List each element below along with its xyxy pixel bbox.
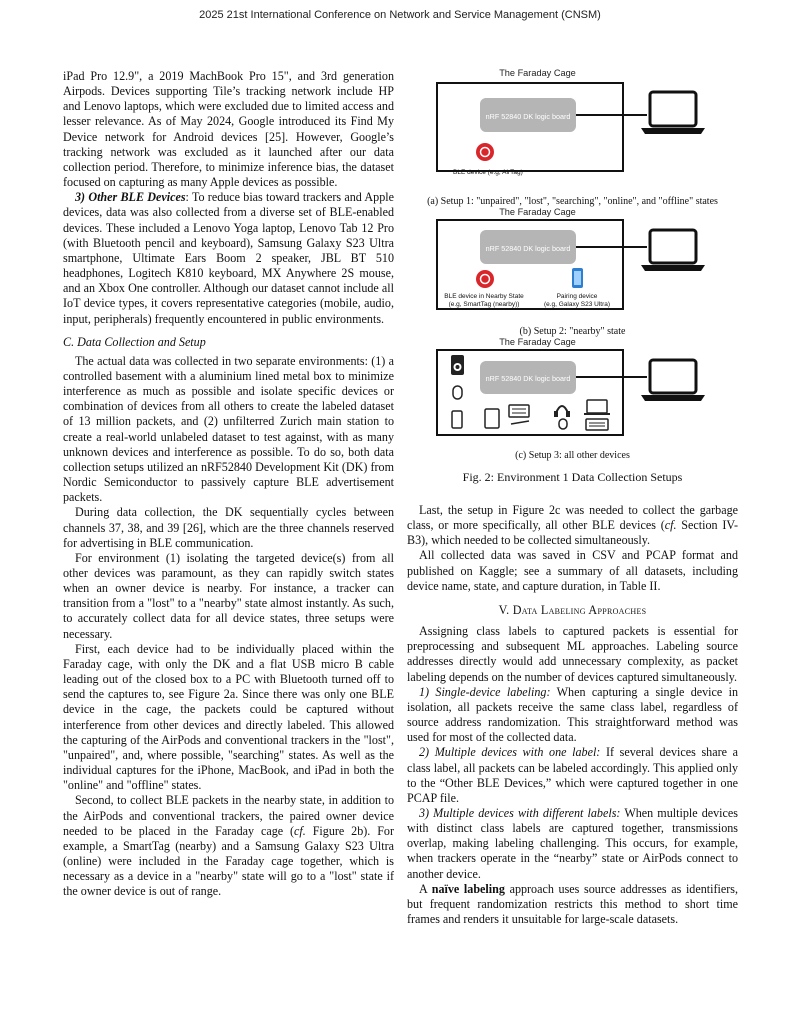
device-label: (e.g, SmartTag (nearby))	[448, 301, 520, 308]
setup-2-diagram	[407, 217, 738, 315]
section-heading: V. Data Labeling Approaches	[498, 602, 647, 617]
paragraph	[407, 806, 738, 882]
pencil-icon	[511, 421, 529, 424]
phone-icon	[452, 411, 462, 428]
right-column	[407, 503, 738, 927]
board-label: nRF 52840 DK logic board	[485, 112, 571, 121]
paragraph-text: Section IV-B3), which needed to be collected simultaneously.	[407, 518, 739, 548]
device-label: BLE device in Nearby State	[444, 293, 524, 300]
cage-title: The Faraday Cage	[499, 337, 576, 347]
paragraph	[407, 685, 738, 746]
paragraph-text: Last, the setup in Figure 2c was needed to collect the garbage class, or more specifically, all other BLE devices (	[407, 503, 738, 533]
tablet-icon	[485, 409, 499, 428]
paragraph: For environment (1) isolating the targeted device(s) from all other devices was paramount, as they can rapidly switch states when an owner device is nearby. For instance, a tracker can transition from a "lost" to a "nearby" state almost instantly. As such, to accurately collect data for all device states, three setups were necessary.	[63, 550, 394, 641]
figure-2	[407, 68, 738, 485]
subfigure-caption-b: (b) Setup 2: "nearby" state	[519, 326, 626, 337]
setup-1-diagram	[407, 78, 738, 178]
cf-abbrev: cf.	[294, 823, 306, 838]
mouse-icon	[559, 419, 567, 429]
paragraph-text: A	[419, 881, 432, 896]
paragraph	[63, 793, 394, 899]
paragraph-text: approach uses source addresses as identifiers, but frequent randomization restricts this method to short time frames and renders it unsuitable for large-scale datasets.	[407, 881, 738, 927]
paragraph-text: : To reduce bias toward trackers and Apple devices, data was also collected from a diverse set of BLE-enabled devices. These included a Lenovo Yoga laptop, Lenovo Tab 12 Pro (with Bluetooth pencil and keyboard), Samsung Galaxy S23 Ultra smartphone, Ultimate Ears Boom 2 speaker, JBL BT 510 headphones, Logitech K810 keyboard, MX Anywhere 2S mouse, and an Xbox One controller. Although our dataset cannot include all IoT device types, it covers representative categories (mobile, audio, input, peripherals) frequently encountered in public environments.	[63, 190, 394, 326]
paragraph	[407, 503, 738, 548]
board-label: nRF 52840 DK logic board	[485, 374, 571, 383]
cage-title: The Faraday Cage	[499, 68, 576, 78]
paragraph-label: 3) Other BLE Devices	[75, 190, 186, 205]
paragraph-label: 2) Multiple devices with one label:	[419, 745, 601, 760]
paragraph: iPad Pro 12.9", a 2019 MachBook Pro 15", and 3rd generation Airpods. Devices supporting Tile’s tracking network include HP and Lenovo laptops, which were excluded due to limited access and lesser relevance. As of May 2024, Google introduced its Find My Device network for Android devices [25]. However, Google’s tracking network was excluded as it launched after our data collection period. Therefore, to minimize inference bias, the dataset focused on capturing as many Apple devices as possible.	[63, 69, 394, 190]
paragraph-label: 3) Multiple devices with different labels:	[419, 805, 621, 820]
paragraph-text: Figure 2b). For example, a SmartTag (nearby) and a Samsung Galaxy S23 Ultra (online) were included in the Faraday cage together, which is necessary as a device in a "nearby" state will go to a "lost" state if the owner device is out of range.	[63, 823, 394, 899]
subsection-heading: C. Data Collection and Setup	[63, 334, 206, 349]
paragraph	[407, 745, 738, 806]
board-label: nRF 52840 DK logic board	[485, 244, 571, 253]
subfigure-caption-a: (a) Setup 1: "unpaired", "lost", "searching", "online", and "offline" states	[427, 196, 718, 207]
paragraph-text: When capturing a single device in isolation, all packets receive the same class label, regardless of source address randomization. This straightforward method was used for most of the collected data.	[407, 684, 738, 745]
paragraph: Assigning class labels to captured packets is essential for preprocessing and subsequent ML approaches. Labeling source addresses directly would add unnecessary complexity, as packet labeling depends on the number of devices captured simultaneously.	[407, 624, 738, 684]
paragraph: All collected data was saved in CSV and PCAP format and published on Kaggle; see a summary of all datasets, including device name, state, and capture duration, in Table II.	[407, 548, 738, 593]
keyboard-icon	[586, 419, 608, 430]
paragraph-text: When multiple devices with distinct class labels are captured together, transmissions overlap, making labeling challenging. This occurs, for example, when trackers operate in the “nearby” state or AirPods connect to another device.	[407, 805, 738, 881]
smarttag-icon	[476, 270, 494, 288]
paragraph: First, each device had to be individually placed within the Faraday cage, with only the DK and a flat USB micro B cable leading out of the closed box to a PC with Bluetooth turned off to send the captures to, see Figure 2a. Since there was only one BLE device in the cage, the packets could be captured without interference from other devices and directly labeled. This allowed the capturing of the AirPods and conventional trackers in the "lost", "unpaired", and, where possible, "searching" states. As well as the individual captures for the iPhone, MacBook, and iPad in both the "online" and "offline" states.	[63, 641, 394, 793]
airtag-icon	[476, 143, 494, 161]
bold-term: naïve labeling	[431, 881, 505, 896]
cage-title: The Faraday Cage	[499, 207, 576, 217]
figure-caption: Fig. 2: Environment 1 Data Collection Setups	[462, 470, 683, 484]
setup-3-diagram	[407, 347, 738, 439]
laptop-icon	[641, 360, 705, 401]
cf-abbrev: cf.	[664, 518, 677, 533]
laptop-icon	[641, 92, 705, 134]
subfigure-caption-c: (c) Setup 3: all other devices	[515, 450, 630, 461]
device-label: (e.g, Galaxy S23 Ultra)	[543, 301, 611, 308]
device-label: BLE device (e.g, AirTag)	[453, 169, 523, 176]
left-column	[63, 69, 394, 899]
speaker-icon	[451, 355, 464, 375]
keyboard-icon	[509, 405, 529, 417]
paragraph-text: Second, to collect BLE packets in the nearby state, in addition to the AirPods and conventional trackers, the paired owner device needed to be placed in the Faraday cage (	[63, 793, 394, 838]
phone-icon	[572, 268, 583, 288]
mouse-icon	[453, 386, 462, 399]
paragraph-label: 1) Single-device labeling:	[419, 684, 551, 699]
laptop-icon	[584, 400, 610, 415]
paragraph-text: If several devices share a class label, all packets can be labeled accordingly. This applied only to the “Other BLE Devices,” which were captured together in one PCAP file.	[407, 745, 738, 805]
paragraph: The actual data was collected in two separate environments: (1) a controlled basement with a aluminium lined metal box to minimize interference as much as possible and isolate specific devices or combination of devices from all others to create the labeled dataset of 13 million packets, and (2) unfilterred Zurich main station to create a real-world unlabeled dataset to test against, with as many unknown devices and interference as possible. To do so, both data collection setups utilized an nRF52840 Development Kit (DK) from Nordic Semiconductor to passively capture BLE advertisement packets.	[63, 353, 394, 505]
laptop-icon	[641, 230, 705, 271]
device-label: Pairing device	[556, 293, 598, 300]
running-header: 2025 21st International Conference on Network and Service Management (CNSM)	[199, 9, 601, 21]
paragraph: During data collection, the DK sequentially cycles between channels 37, 38, and 39 [26], which are the three channels reserved for advertising in BLE communication.	[63, 505, 394, 550]
headphones-icon	[554, 406, 570, 417]
paragraph	[407, 882, 738, 927]
